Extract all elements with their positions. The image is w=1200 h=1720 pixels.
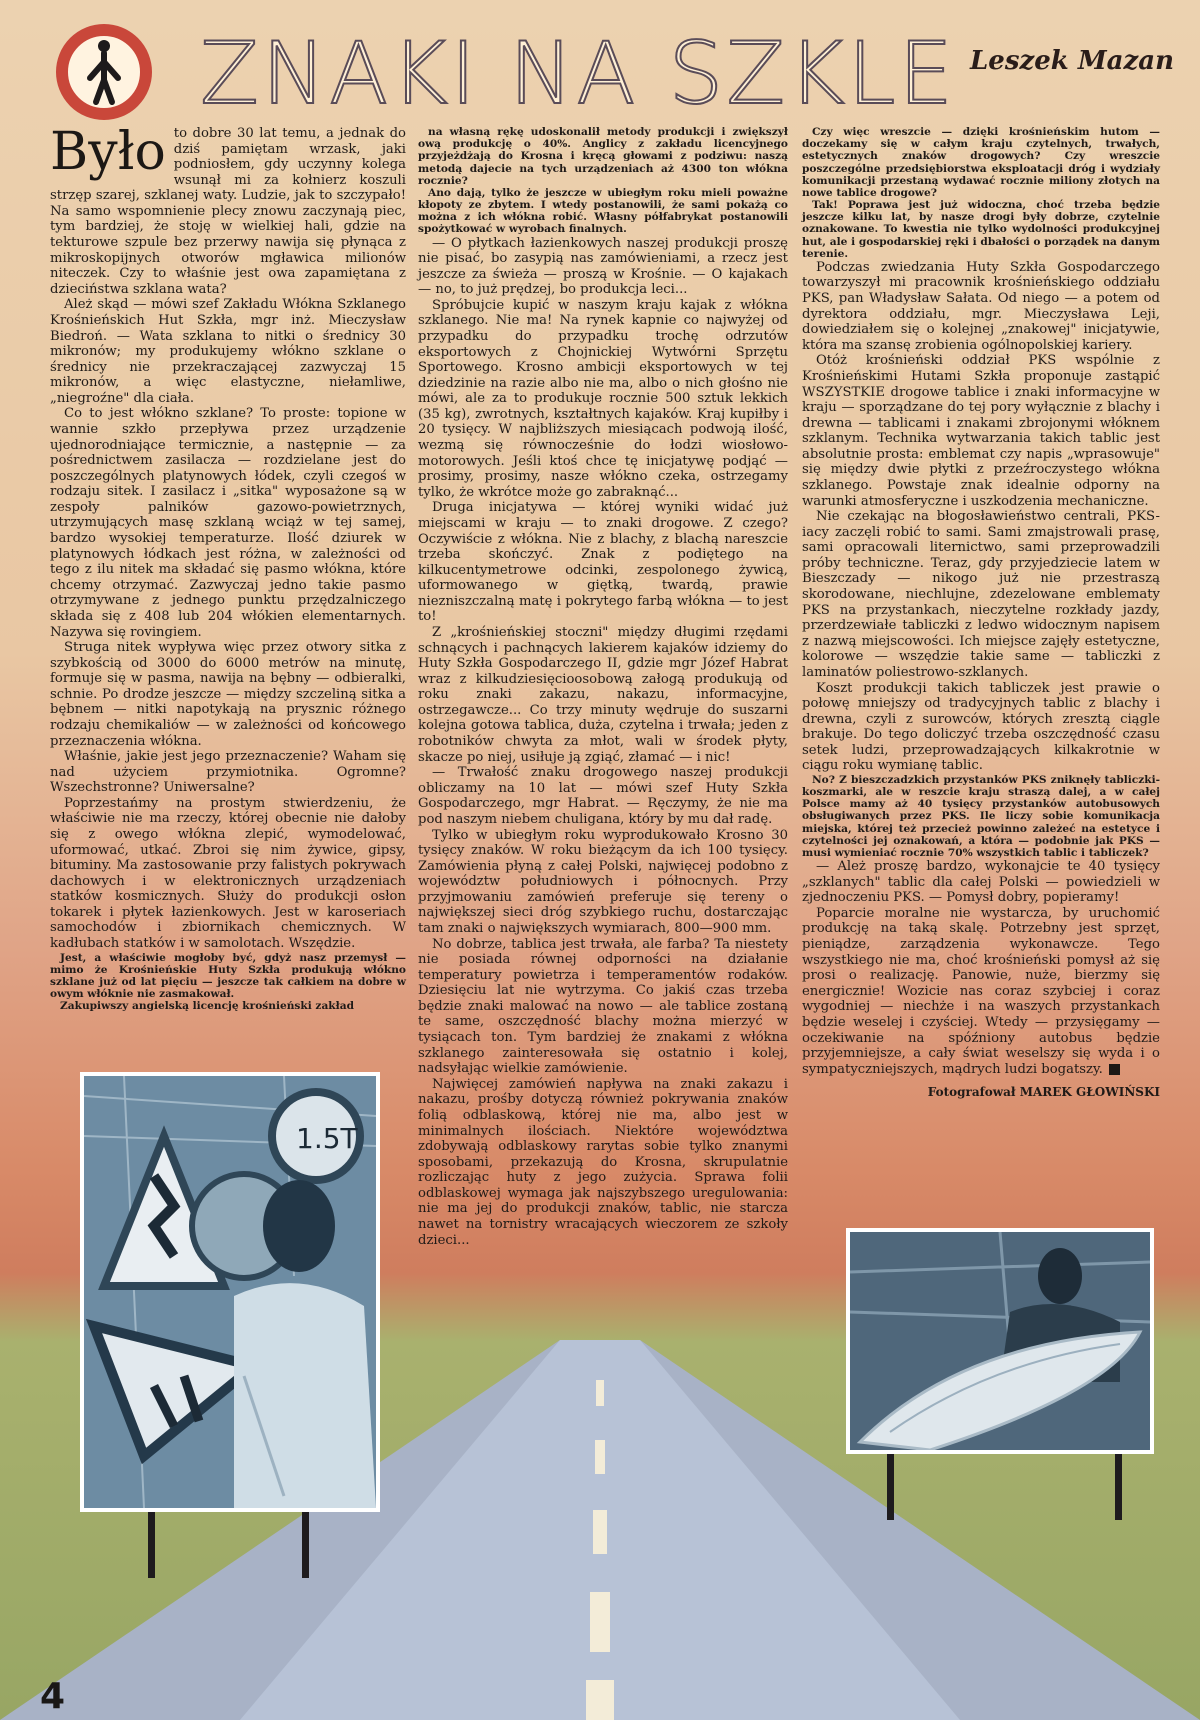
weight-limit-label: 1.5T	[296, 1122, 358, 1155]
paragraph: Druga inicjatywa — której wyniki widać już miejscami w kraju — to znaki drogowe. Z czego? Oczywiście z włókna. Nie z blachy, z blachą nareszcie trzeba skończyć. Znak z podiętego na kilkucentymetrowe odcinki, zespolonego żywicą, uformowanego w giętką, twardą, prawie niezniszczalną matę i pokrytego farbą włókna — to jest to!	[418, 500, 788, 625]
paragraph-small: Jest, a właściwie mogłoby być, gdyż nasz przemysł — mimo że Krośnieńskie Huty Szkła produkują włókno szklane już od lat pięciu — jeszcze tak całkiem na dobre w owym włóknie nie zasmakował.	[50, 951, 406, 1001]
paragraph: — Trwałość znaku drogowego naszej produkcji obliczamy na 10 lat — mówi szef Huty Szkła Gospodarczego, mgr Habrat. — Ręczymy, że nie ma pod naszym niebem chuligana, który by mu dał radę.	[418, 765, 788, 827]
photo-road-signs	[80, 1072, 380, 1512]
article-column-2	[418, 126, 788, 1248]
paragraph-small: na własną rękę udoskonalił metody produkcji i zwiększył ową produkcję o 40%. Anglicy z zakładu licencyjnego przyjeżdżają do Krosna i kręcą głowami z podziwu: naszą metodą dajecie na tych urządzeniach aż 4300 ton włókna rocznie?	[418, 126, 788, 187]
billboard-post	[302, 1508, 309, 1578]
paragraph: — O płytkach łazienkowych naszej produkcji proszę nie pisać, bo zasypią nas zamówieniami, a rzecz jest jeszcze za świeża — proszą w Krośnie. — O kajakach — no, to już prędzej, bo produkcja leci...	[418, 235, 788, 298]
paragraph-text: Poparcie moralne nie wystarcza, by uruchomić produkcję na taką skalę. Potrzebny jest sprzęt, pieniądze, zarządzenia wykonawcze. Tego wszystkiego nie ma, choć krośnieński pomysł aż się prosi o realizację. Panowie, nuże, bierzmy się energicznie! Wozicie nas coraz szybciej i coraz wygodniej — niechże i na waszych przystankach będzie weselej i czyściej. Wtedy — przysięgamy — oczekiwanie na spóźniony autobus będzie przyjemniejsze, a cały świat weselszy się wyda i o sympatyczniejszych, mądrych ludzi bogatszy.	[802, 905, 1160, 1077]
paragraph: Z „krośnieńskiej stoczni" między długimi rzędami schnących i pachnących lakierem kajaków idziemy do Huty Szkła Gospodarczego II, gdzie mgr Józef Habrat wraz z kilkudziesięcioosobową załogą produkują od roku znaki zakazu, nakazu, informacyjne, ostrzegawcze... Co trzy minuty wędruje do suszarni kolejna gotowa tablica, duża, czytelna i trwała; jeden z robotników chwyta za młot, wali w środek płyty, skacze po niej, usiłuje ją zgiąć, złamać — i nic!	[418, 625, 788, 765]
billboard-post	[1115, 1450, 1122, 1520]
road-signs-photo-illustration	[84, 1076, 376, 1508]
paragraph: Najwięcej zamówień napływa na znaki zakazu i nakazu, prośby dotyczą również pokrywania znaków folią odblaskową, której nie ma, albo jest w minimalnych ilościach. Niektóre województwa zdobywają odblaskowy rarytas sobie tylko znanymi sposobami, przekazują do Krosna, skrupulatnie rozliczając huty z jego zużycia. Sprawa folii odblaskowej wymaga jak najszybszego uregulowania: nie ma jej do produkcji znaków, tablic, nie starcza nawet na tornistry wracających wieczorem ze szkoły dzieci...	[418, 1076, 788, 1248]
billboard-post	[887, 1450, 894, 1520]
photo-kayak	[846, 1228, 1154, 1454]
paragraph-small: Zakupiwszy angielską licencję krośnieński zakład	[60, 1000, 354, 1013]
paragraph	[802, 906, 1160, 1077]
paragraph: to dobre 30 lat temu, a jednak do dziś pamiętam wrzask, jaki podniosłem, gdy uczynny kolega wsunął mi za kołnierz koszuli strzęp szarej, szklanej waty. Ludzie, jak to szczypało! Na samo wspomnienie plecy znowu zaczynają piec, tym bardziej, że stoję w wielkiej hali, gdzie na tekturowe szpule bez przerwy nawija się płynąca z mikroskopijnych otworów mgławica milionów niteczek. Czy to właśnie jest owa zapamiętana z dzieciństwa szklana wata?	[50, 126, 406, 297]
paragraph: Tylko w ubiegłym roku wyprodukowało Krosno 30 tysięcy znaków. W roku bieżącym da ich 100 tysięcy. Zamówienia płyną z całej Polski, najwięcej podobno z województw południowych i północnych. Przy przyjmowaniu zamówień preferuje się tereny o największej sieci dróg szybkiego ruchu, dostarczając tam znaki o największych wymiarach, 800—900 mm.	[418, 827, 788, 936]
paragraph: No dobrze, tablica jest trwała, ale farba? Ta niestety nie posiada równej odporności na działanie temperatury powietrza i temperamentów rodaków. Dziesięciu lat nie wytrzyma. Co jakiś czas trzeba będzie znaki malować na nowo — ale tablice zostaną te same, oszczędność blachy można mierzyć w tysiącach ton. Tym bardziej że znakami z włókna szklanego zainteresowała się ostatnio i kolej, nadsyłając wielkie zamówienie.	[418, 936, 788, 1077]
paragraph: Spróbujcie kupić w naszym kraju kajak z włókna szklanego. Nie ma! Na rynek kapnie co najwyżej od przypadku do przypadku trochę odrzutów eksportowych z Chojnickiej Wytwórni Sprzętu Sportowego. Krosno ambicji eksportowych w tej dziedzinie na razie albo nie ma, albo o nich głośno nie mówi, ale za to produkuje rocznie 500 sztuk lekkich (35 kg), zwrotnych, kształtnych kajaków. Kraj kupiłby i 20 tysięcy. W najbliższych miesiącach podwoją ilość, wezmą się równocześnie do łodzi wiosłowo-motorowych. Jeśli ktoś chce tę inicjatywę podjąć — prosimy, prosimy, nasze włókno czeka, ostrzegamy tylko, że wkrótce może go zabraknąć...	[418, 297, 788, 500]
paragraph: Co to jest włókno szklane? To proste: topione w wannie szkło przepływa przez urządzenie ujednorodniające termicznie, a następnie — za pośrednictwem zasilacza — rozdzielane jest do poszczególnych platynowych łódek, czyli czegoś w rodzaju sitek. I zasilacz i „sitka" wyposażone są w zespoły palników gazowo-powietrznych, utrzymujących masę szklaną wciąż w tej samej, bardzo wysokiej temperaturze. Ilość dziurek w platynowych łódkach jest różna, w zależności od tego z ilu nitek ma składać się pasmo włókna, które chcemy otrzymać. Zazwyczaj jedno takie pasmo otrzymywane z jednego punktu przędzalniczego składa się z 408 lub 204 włókien elementarnych. Nazywa się rovingiem.	[50, 406, 406, 640]
page-number: 4	[40, 1676, 66, 1717]
paragraph: Właśnie, jakie jest jego przeznaczenie? Waham się nad użyciem przymiotnika. Ogromne? Wszechstronne? Uniwersalne?	[50, 749, 406, 796]
article-title: ZNAKI NA SZKLE	[200, 24, 956, 124]
paragraph: Otóż krośnieński oddział PKS wspólnie z Krośnieńskimi Hutami Szkła proponuje zastąpić WSZYSTKIE drogowe tablice i znaki informacyjne w kraju — sporządzane do tej pory wyłącznie z blachy i drewna — tablicami i znakami zbrojonymi włóknem szklanym. Technika wytwarzania takich tablic jest absolutnie prosta: emblemat czy napis „wprasowuje" się między dwie płytki z przeźroczystego włókna szklanego. Powstaje znak idealnie odporny na warunki atmosferyczne i uszkodzenia mechaniczne.	[802, 353, 1160, 509]
paragraph-small: Tak! Poprawa jest już widoczna, choć trzeba będzie jeszcze kilku lat, by nasze drogi były dobrze, czytelnie oznakowane. To kwestia nie tylko wydolności produkcyjnej hut, ale i gospodarskiej ręki i dbałości o porządek na danym terenie.	[802, 199, 1160, 260]
author-byline: Leszek Mazan	[970, 46, 1174, 76]
photo-credit: Fotografował MAREK GŁOWIŃSKI	[927, 1085, 1160, 1100]
paragraph-small: No? Z bieszczadzkich przystanków PKS zniknęły tabliczki-koszmarki, ale w reszcie kraju straszą dalej, a w całej Polsce mamy aż 40 tysięcy przystanków autobusowych obsługiwanych przez PKS. Ile liczy sobie komunikacja miejska, której też przecież powinno zależeć na estetyce i czytelności jej oznakowań, a która — podobnie jak PKS — musi wymieniać rocznie 70% wszystkich tablic i tabliczek?	[802, 773, 1160, 859]
paragraph: Nie czekając na błogosławieństwo centrali, PKS-iacy zaczęli robić to sami. Sami zmajstrowali prasę, sami opracowali liternictwo, sami przeprowadzili próby techniczne. Teraz, gdy przyjedziecie latem w Bieszczady — nikogo już nie przestraszą skorodowane, niechlujne, zdezelowane emblematy PKS na przystankach, nieczytelne rozkłady jazdy, przerdzewiałe tabliczki z ledwo widocznym napisem z nazwą miejscowości. Ich miejsce zajęły estetyczne, kolorowe — wszędzie takie same — tabliczki z laminatów poliestrowo-szklanych.	[802, 509, 1160, 680]
billboard-post	[148, 1508, 155, 1578]
paragraph-small: Ano dają, tylko że jeszcze w ubiegłym roku mieli poważne kłopoty ze zbytem. I wtedy postanowili, że sami pokażą co można z ich włókna robić. Własny półfabrykat postanowili spożytkować w wyrobach finalnych.	[418, 186, 788, 236]
kayak-photo-illustration	[850, 1232, 1150, 1450]
article-column-1	[50, 122, 406, 1013]
end-mark-icon	[1109, 1064, 1120, 1075]
paragraph: Podczas zwiedzania Huty Szkła Gospodarczego towarzyszył mi pracownik krośnieńskiego oddziału PKS, pan Władysław Sałata. Od niego — a potem od dyrektora oddziału, mgr. Mieczysława Leji, dowiedziałem się o kolejnej „znakowej" inicjatywie, która ma szansę zrobienia ogólnopolskiej kariery.	[802, 259, 1160, 353]
paragraph: Koszt produkcji takich tabliczek jest prawie o połowę mniejszy od tradycyjnych tablic z blachy i drewna, czyli z surowców, których zresztą ciągle brakuje. Do tego doliczyć trzeba oszczędność czasu setek ludzi, przeprowadzających kilkakrotnie w ciągu roku wymianę tablic.	[802, 680, 1160, 774]
paragraph: Poprzestańmy na prostym stwierdzeniu, że właściwie nie ma rzeczy, której obecnie nie dałoby się z owego włókna zlepić, wymodelować, uformować, utkać. Zbroi się nim żywice, gipsy, bituminy. Ma zastosowanie przy falistych pokrywach dachowych i w elektronicznych urządzeniach statków kosmicznych. Służy do produkcji osłon tokarek i płytek łazienkowych. Jest w karoseriach samochodów i zbiornikach chemicznych. W kadłubach statków i w samolotach. Wszędzie.	[50, 795, 406, 952]
paragraph-small: Czy więc wreszcie — dzięki krośnieńskim hutom — doczekamy się w całym kraju czytelnych, trwałych, estetycznych znaków drogowych? Czy wreszcie poszczególne przedsiębiorstwa eksploatacji dróg i wydziały komunikacji przestaną wydawać rocznie miliony złotych na nowe tablice drogowe?	[802, 126, 1160, 199]
paragraph: — Ależ proszę bardzo, wykonajcie te 40 tysięcy „szklanych" tablic dla całej Polski — powiedzieli w zjednoczeniu PKS. — Pomysł dobry, popieramy!	[802, 859, 1160, 906]
paragraph: Struga nitek wypływa więc przez otwory sitka z szybkością od 3000 do 6000 metrów na minutę, formuje się w pasma, nawija na bębny — odbieralki, schnie. Po drodze jeszcze — między szczeliną sitka a bębnem — nitki napotykają na prysznic różnego rodzaju chemikaliów — w zależności od końcowego przeznaczenia włókna.	[50, 640, 406, 749]
article-column-3	[802, 126, 1160, 1099]
paragraph: Ależ skąd — mówi szef Zakładu Włókna Szklanego Krośnieńskich Hut Szkła, mgr inż. Mieczysław Biedroń. — Wata szklana to nitki o średnicy 30 mikronów; my produkujemy włókno szklane o średnicy nie przekraczającej zazwyczaj 15 mikronów, a więc elastyczne, niełamliwe, „niegroźne" dla ciała.	[50, 297, 406, 406]
pedestrian-sign-icon	[54, 22, 154, 122]
drop-cap: Było	[50, 122, 166, 182]
